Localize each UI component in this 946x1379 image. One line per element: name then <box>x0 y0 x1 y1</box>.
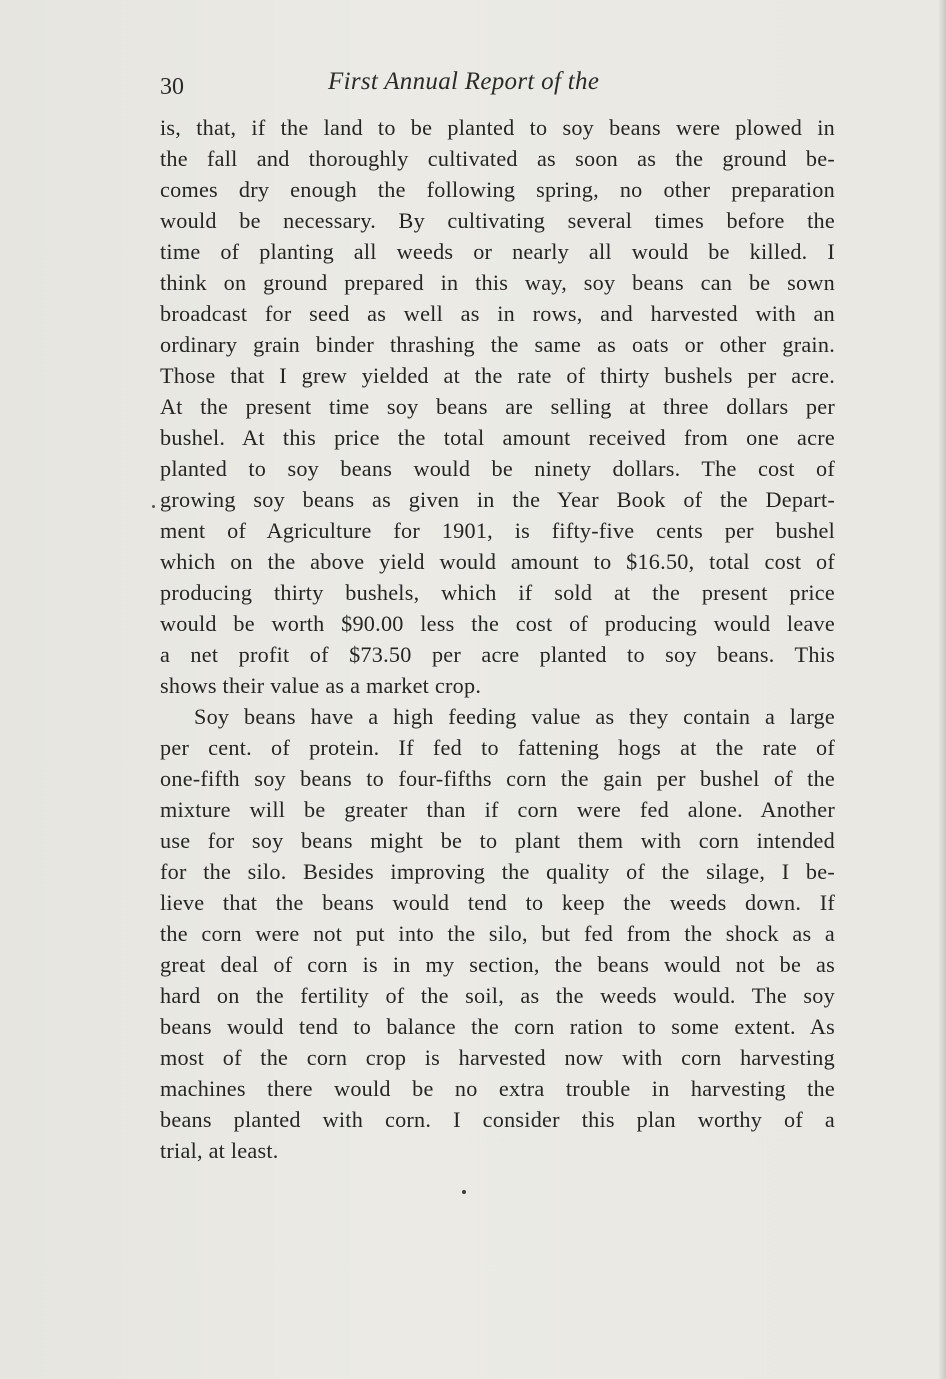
text-line: the corn were not put into the silo, but fed from the shock as a <box>160 921 835 946</box>
paragraph <box>160 701 835 1166</box>
text-line: lieve that the beans would tend to keep the weeds down. If <box>160 890 835 915</box>
text-line: hard on the fertility of the soil, as the weeds would. The soy <box>160 983 835 1008</box>
text-line: beans would tend to balance the corn ration to some extent. As <box>160 1014 835 1039</box>
text-line: great deal of corn is in my section, the beans would not be as <box>160 952 835 977</box>
margin-speck <box>152 505 155 508</box>
text-line: one-fifth soy beans to four-fifths corn the gain per bushel of the <box>160 766 835 791</box>
text-line: time of planting all weeds or nearly all would be killed. I <box>160 239 835 264</box>
text-line: Those that I grew yielded at the rate of thirty bushels per acre. <box>160 363 835 388</box>
text-line: use for soy beans might be to plant them with corn intended <box>160 828 835 853</box>
text-line: a net profit of $73.50 per acre planted to soy beans. This <box>160 642 835 667</box>
text-line: producing thirty bushels, which if sold at the present price <box>160 580 835 605</box>
text-line: growing soy beans as given in the Year Book of the Depart- <box>160 487 835 512</box>
text-line: most of the corn crop is harvested now with corn harvesting <box>160 1045 835 1070</box>
text-line: comes dry enough the following spring, no other preparation <box>160 177 835 202</box>
text-line: ment of Agriculture for 1901, is fifty-five cents per bushel <box>160 518 835 543</box>
stray-ink-dot <box>462 1190 466 1194</box>
text-line: which on the above yield would amount to $16.50, total cost of <box>160 549 835 574</box>
text-line: planted to soy beans would be ninety dollars. The cost of <box>160 456 835 481</box>
text-line: per cent. of protein. If fed to fattening hogs at the rate of <box>160 735 835 760</box>
running-title: First Annual Report of the <box>328 68 600 95</box>
text-line: ordinary grain binder thrashing the same as oats or other grain. <box>160 332 835 357</box>
text-line: would be necessary. By cultivating several times before the <box>160 208 835 233</box>
running-head <box>160 66 840 106</box>
text-line: for the silo. Besides improving the quality of the silage, I be- <box>160 859 835 884</box>
text-line: is, that, if the land to be planted to soy beans were plowed in <box>160 115 835 140</box>
text-line: At the present time soy beans are selling at three dollars per <box>160 394 835 419</box>
text-line: the fall and thoroughly cultivated as soon as the ground be- <box>160 146 835 171</box>
text-line: think on ground prepared in this way, soy beans can be sown <box>160 270 835 295</box>
text-line: broadcast for seed as well as in rows, and harvested with an <box>160 301 835 326</box>
text-line: bushel. At this price the total amount received from one acre <box>160 425 835 450</box>
text-line: mixture will be greater than if corn were fed alone. Another <box>160 797 835 822</box>
text-line: machines there would be no extra trouble in harvesting the <box>160 1076 835 1101</box>
page-edge-shadow <box>938 0 946 1379</box>
body-text <box>160 112 835 1166</box>
page-number: 30 <box>160 74 184 100</box>
text-line: Soy beans have a high feeding value as they contain a large <box>194 704 835 729</box>
text-line: would be worth $90.00 less the cost of producing would leave <box>160 611 835 636</box>
text-line: trial, at least. <box>160 1138 279 1163</box>
paragraph <box>160 112 835 701</box>
text-line: beans planted with corn. I consider this plan worthy of a <box>160 1107 835 1132</box>
text-line: shows their value as a market crop. <box>160 673 482 698</box>
